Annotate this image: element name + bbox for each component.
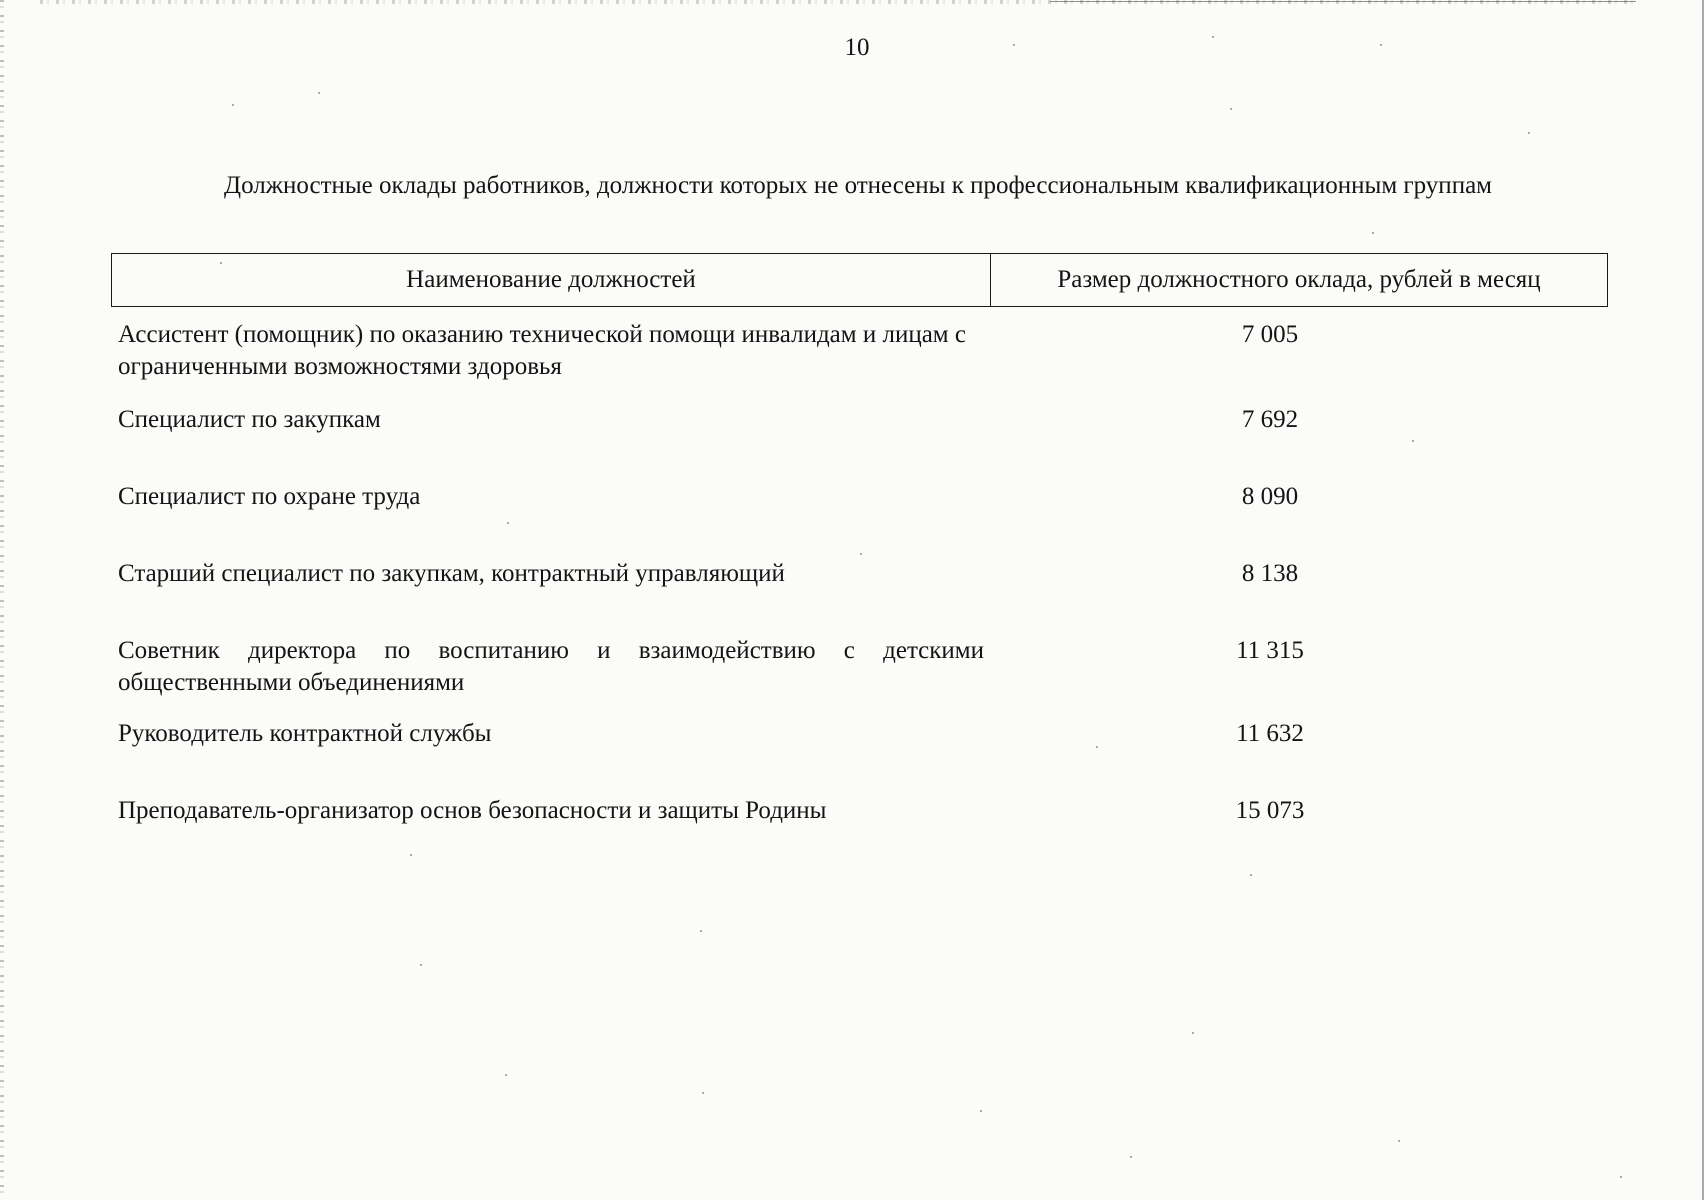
scan-edge-left	[0, 0, 4, 1200]
table-header	[111, 253, 1608, 307]
salary-value: 7 692	[1241, 406, 1299, 433]
scan-line-top	[1050, 1, 1636, 2]
scan-speck	[860, 553, 862, 555]
column-header-salary: Размер должностного оклада, рублей в месяц	[1057, 266, 1541, 293]
scan-speck	[318, 92, 320, 94]
scan-speck	[1398, 1140, 1400, 1142]
scan-speck	[1372, 232, 1374, 234]
scan-speck	[980, 1110, 982, 1112]
salary-value: 11 632	[1236, 720, 1304, 747]
scan-speck	[420, 964, 422, 966]
salary-value: 8 138	[1241, 560, 1299, 587]
position-name: Преподаватель-организатор основ безопасности и защиты Родины	[118, 797, 827, 824]
scan-speck	[702, 1092, 704, 1094]
scan-speck	[1528, 132, 1530, 134]
page-number: 10	[844, 34, 870, 61]
position-name: Руководитель контрактной службы	[118, 720, 492, 747]
scan-speck	[1192, 1032, 1194, 1034]
salary-value: 15 073	[1235, 797, 1305, 824]
position-name: Специалист по охране труда	[118, 483, 421, 510]
position-name: Старший специалист по закупкам, контрактный управляющий	[118, 560, 785, 587]
scan-speck	[1096, 746, 1098, 748]
scan-speck	[700, 930, 702, 932]
scan-speck	[507, 522, 509, 524]
column-header-position: Наименование должностей	[112, 254, 991, 306]
scan-speck	[505, 1074, 507, 1076]
scan-speck	[1620, 1176, 1622, 1178]
salary-value: 11 315	[1236, 637, 1304, 664]
position-name: Специалист по закупкам	[118, 406, 381, 433]
salary-value: 7 005	[1241, 321, 1299, 348]
position-name: Советник директора по воспитанию и взаимодействию с детскими общественными объединениями	[118, 637, 984, 696]
salary-value: 8 090	[1241, 483, 1299, 510]
scan-speck	[1230, 108, 1232, 110]
scan-speck	[1130, 1156, 1132, 1158]
document-title: Должностные оклады работников, должности которых не отнесены к профессиональным квалификационным группам	[224, 172, 1492, 199]
scan-speck	[410, 854, 412, 856]
position-name: Ассистент (помощник) по оказанию технической помощи инвалидам и лицам с ограниченными возможностями здоровья	[118, 321, 966, 380]
scan-speck	[1412, 440, 1414, 442]
scan-speck	[232, 104, 234, 106]
scan-speck	[1250, 874, 1252, 876]
